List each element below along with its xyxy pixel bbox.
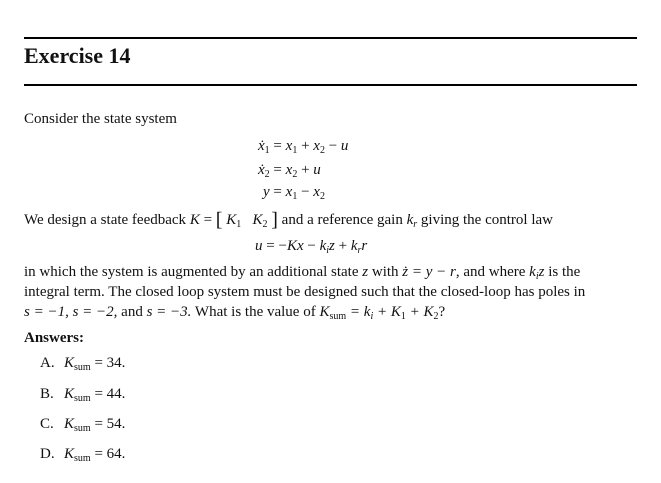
equation-3: $y = x_1 - x_2$ [263, 184, 325, 202]
design-sentence: We design a state feedback K = [ $K_1$ $K_2$ ] and a reference gain $k_r$ giving the control law [24, 209, 553, 231]
option-a[interactable]: A. $K_{sum} = 34$. [40, 355, 126, 373]
paragraph-line-3: s = −1, s = −2, and s = −3. What is the value of $K_{sum} = k_i + K_1 + K_2$? [24, 304, 446, 322]
paragraph-line-1: in which the system is augmented by an additional state z with ż = y − r, and where $k_iz$ is the [24, 264, 581, 282]
equation-1: ẋ$_1$ = $x_1 + x_2 - u$ [258, 138, 349, 156]
option-c[interactable]: C. $K_{sum} = 54$. [40, 416, 126, 434]
paragraph-line-2: integral term. The closed loop system must be designed such that the closed-loop has poles in [24, 284, 586, 300]
answers-heading: Answers: [24, 330, 84, 346]
control-law: $u = -Kx - k_iz + k_rr$ [255, 238, 368, 256]
equation-2: ẋ$_2$ = $x_2 + u$ [258, 162, 321, 180]
bottom-rule [24, 84, 637, 86]
option-d[interactable]: D. $K_{sum} = 64$. [40, 446, 126, 464]
intro-text: Consider the state system [24, 111, 177, 127]
top-rule [24, 37, 637, 39]
exercise-title: Exercise 14 [24, 43, 131, 68]
option-b[interactable]: B. $K_{sum} = 44$. [40, 386, 126, 404]
